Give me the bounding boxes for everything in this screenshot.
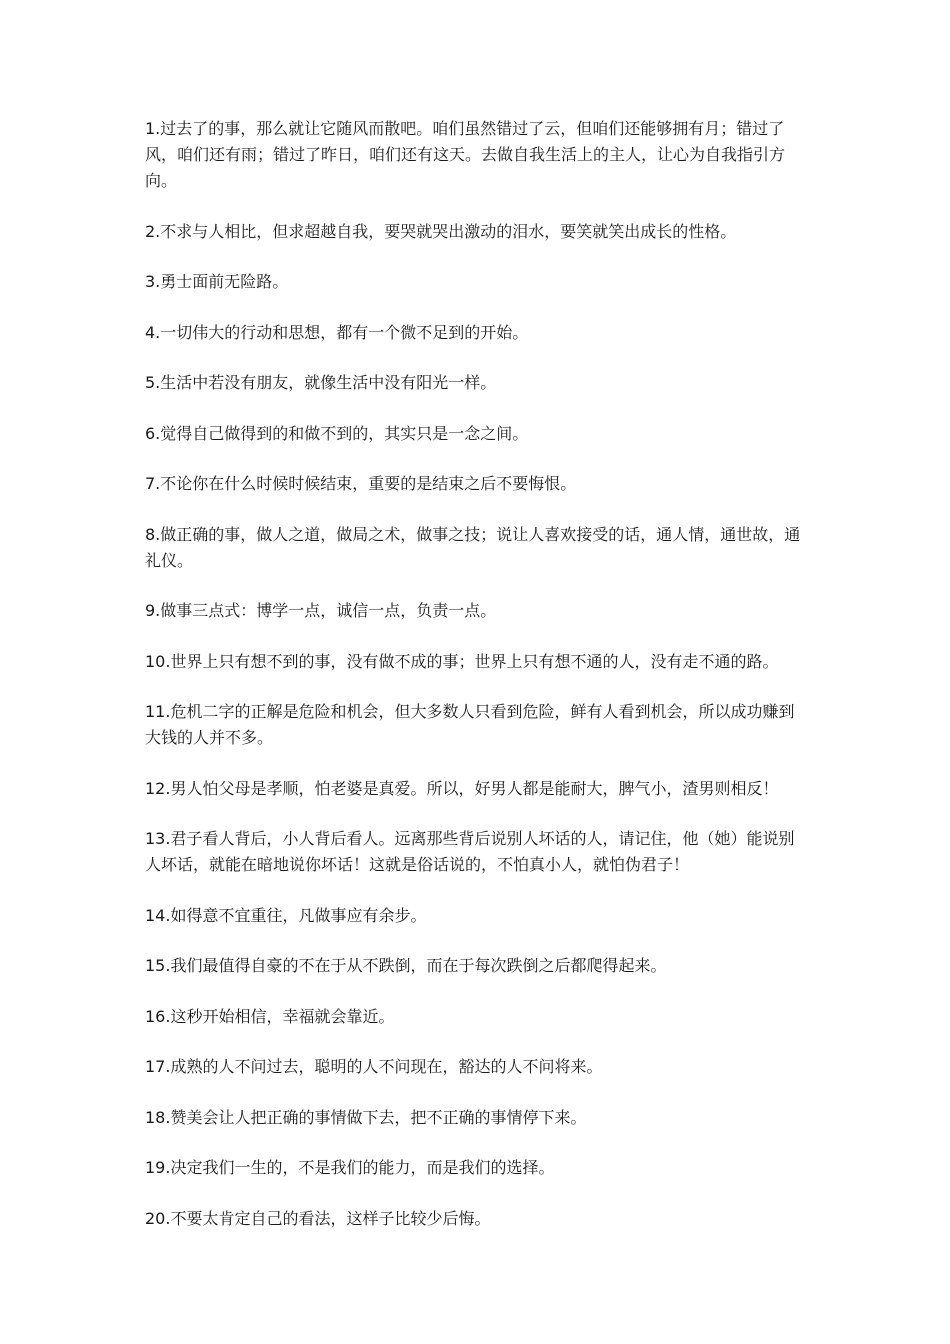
paragraph-13: 13.君子看人背后，小人背后看人。远离那些背后说别人坏话的人，请记住，他（她）能说别人坏话，就能在暗地说你坏话！这就是俗话说的，不怕真小人，就怕伪君子！ <box>145 829 795 874</box>
paragraph-6: 6.觉得自己做得到的和做不到的，其实只是一念之间。 <box>145 423 529 443</box>
paragraph-10: 10.世界上只有想不到的事，没有做不成的事；世界上只有想不通的人，没有走不通的路。 <box>145 651 779 671</box>
paragraph-9: 9.做事三点式：博学一点，诚信一点，负责一点。 <box>145 601 497 620</box>
paragraph-18: 18.赞美会让人把正确的事情做下去，把不正确的事情停下来。 <box>145 1107 587 1127</box>
paragraph-3: 3.勇士面前无险路。 <box>145 272 289 291</box>
document-body <box>145 116 810 1256</box>
paragraph-1: 1.过去了的事，那么就让它随风而散吧。咱们虽然错过了云，但咱们还能够拥有月；错过了风，咱们还有雨；错过了昨日，咱们还有这天。去做自我生活上的主人，让心为自我指引方向。 <box>145 119 786 190</box>
paragraph-15: 15.我们最值得自豪的不在于从不跌倒，而在于每次跌倒之后都爬得起来。 <box>145 956 667 975</box>
paragraph-2: 2.不求与人相比，但求超越自我，要哭就哭出激动的泪水，要笑就笑出成长的性格。 <box>145 221 737 241</box>
paragraph-7: 7.不论你在什么时候时候结束，重要的是结束之后不要悔恨。 <box>145 474 577 493</box>
paragraph-19: 19.决定我们一生的，不是我们的能力，而是我们的选择。 <box>145 1158 555 1177</box>
paragraph-8: 8.做正确的事，做人之道，做局之术，做事之技；说让人喜欢接受的话，通人情，通世故，通礼仪。 <box>145 524 801 570</box>
paragraph-5: 5.生活中若没有朋友，就像生活中没有阳光一样。 <box>145 373 497 392</box>
paragraph-17: 17.成熟的人不问过去，聪明的人不问现在，豁达的人不问将来。 <box>145 1057 603 1076</box>
paragraph-4: 4.一切伟大的行动和思想，都有一个微不足到的开始。 <box>145 322 529 342</box>
paragraph-16: 16.这秒开始相信，幸福就会靠近。 <box>145 1006 395 1026</box>
paragraph-12: 12.男人怕父母是孝顺，怕老婆是真爱。所以，好男人都是能耐大，脾气小，渣男则相反！ <box>145 778 779 798</box>
paragraph-20: 20.不要太肯定自己的看法，这样子比较少后悔。 <box>145 1208 491 1228</box>
paragraph-14: 14.如得意不宜重往，凡做事应有余步。 <box>145 905 427 925</box>
paragraph-11: 11.危机二字的正解是危险和机会，但大多数人只看到危险，鲜有人看到机会，所以成功赚到大钱的人并不多。 <box>145 702 795 747</box>
